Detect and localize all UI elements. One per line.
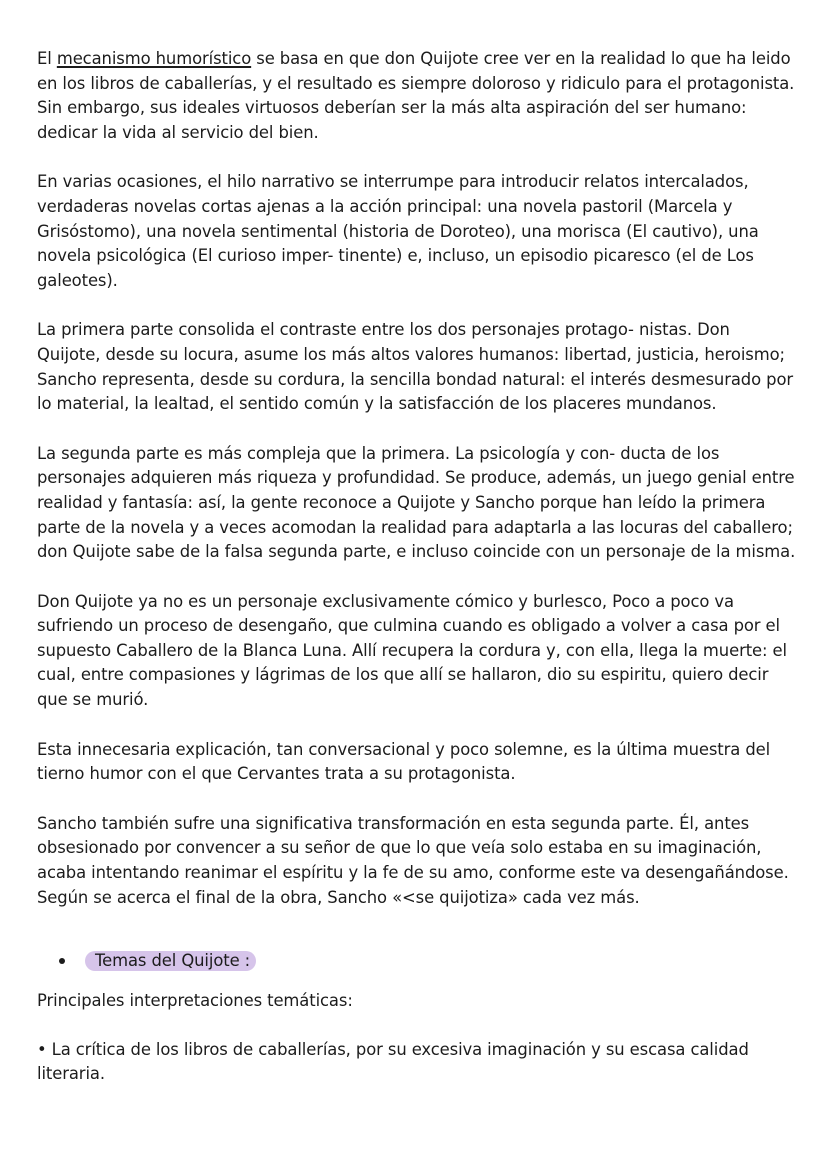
paragraph-explicacion: Esta innecesaria explicación, tan conversacional y poco solemne, es la última muestra del tierno humor con el que Cervantes trata a su protagonista. [37,739,771,784]
bullet-list-item [37,948,798,974]
paragraph-desengano: Don Quijote ya no es un personaje exclusivamente cómico y burlesco, Poco a poco va sufriendo un proceso de desengaño, que culmina cuando es obligado a volver a casa por el supuesto Caballero de la Blanca Luna. Allí recupera la cordura y, con ella, llega la muerte: el cual, entre compasiones y lágrimas de los que allí se hallaron, dio su espiritu, quiero decir que se murió. [37,591,787,710]
paragraph-segunda-parte: La segunda parte es más compleja que la primera. La psicología y con- ducta de los personajes adquieren más riqueza y profundidad. Se produce, además, un juego genial entre realidad y fantasía: así, la gente reconoce a Quijote y Sancho porque han leído la primera parte de la novela y a veces acomodan la realidad para adaptarla a las locuras del caballero; don Quijote sabe de la falsa segunda parte, e incluso coincide con un personaje de la misma. [37,443,796,562]
paragraph-1-body: se basa en que don Quijote cree ver en la realidad lo que ha leido en los libros de caballerías, y el resultado es siempre doloroso y ridiculo para el protagonista. Sin embargo, sus ideales virtuosos deberían ser la más alta aspiración del ser humano: dedicar la vida al servicio del bien. [37,49,795,142]
theme-item: • La crítica de los libros de caballerías, por su excesiva imaginación y su escasa calidad literaria. [37,1039,749,1084]
paragraph-primera-parte: La primera parte consolida el contraste entre los dos personajes protago- nistas. Don Quijote, desde su locura, asume los más altos valores humanos: libertad, justicia, heroismo; Sancho representa, desde su cordura, la sencilla bondad natural: el interés desmesurado por lo material, la lealtad, el sentido común y la satisfacción de los placeres mundanos. [37,320,794,414]
underlined-term: mecanismo humorístico [56,49,252,68]
section-subheading: Principales interpretaciones temáticas: [37,991,353,1011]
paragraph-1-lead: El [37,49,57,68]
highlighted-heading: Temas del Quijote : [85,951,256,971]
paragraph-sancho: Sancho también sufre una significativa transformación en esta segunda parte. Él, antes obsesionado por convencer a su señor de que lo que veía solo estaba en su imaginación, acaba intentando reanimar el espíritu y la fe de su amo, conforme este va desengañándose. Según se acerca el final de la obra, Sancho «<se quijotiza» cada vez más. [37,813,789,907]
paragraph-mecanismo-humoristico [37,47,798,145]
paragraph-relatos-intercalados: En varias ocasiones, el hilo narrativo se interrumpe para introducir relatos intercalados, verdaderas novelas cortas ajenas a la acción principal: una novela pastoril (Marcela y Grisóstomo), una novela sentimental (historia de Doroteo), una morisca (El cautivo), una novela psicológica (El curioso imper- tinente) e, incluso, un episodio picaresco (el de Los galeotes). [37,172,759,290]
bullet-dot-icon [59,958,65,964]
